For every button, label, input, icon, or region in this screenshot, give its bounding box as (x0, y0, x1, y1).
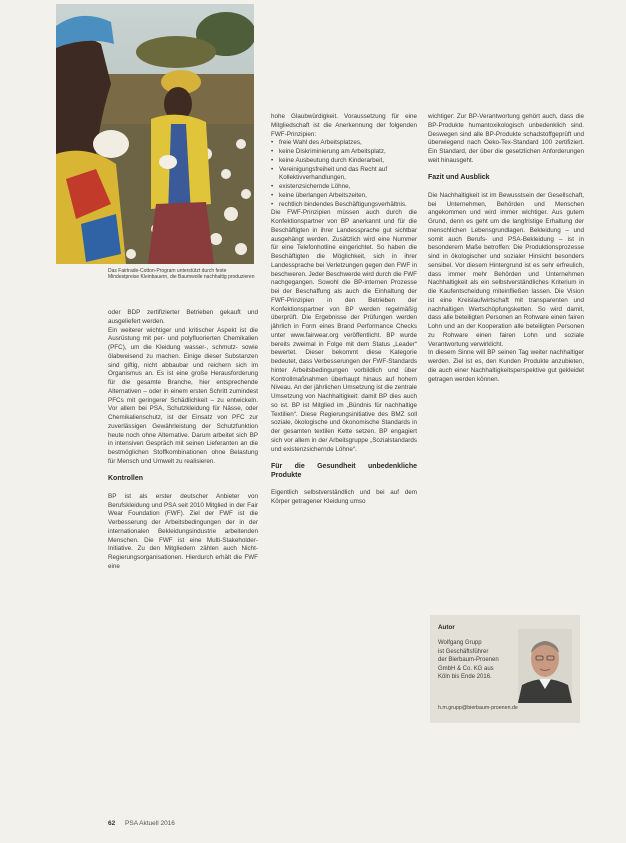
author-bio-line: ist Geschäftsführer (438, 648, 489, 655)
author-bio-line: der Bierbaum-Proenen (438, 657, 499, 664)
author-bio (438, 639, 502, 682)
list-item: • freie Wahl des Arbeitsplatzes, (271, 139, 417, 148)
paragraph: wichtiger: Zur BP-Verantwortung gehört auch, dass die BP-Produkte humantoxikologisch unbedenklich sind. Deswegen sind alle BP-Produkte schadstoffgeprüft und überwiegend nach Oeko-Tex-Standard 100 zertifiziert. Ein Standard, der über die gesetzlichen Anforderungen weit hinausgeht. (428, 113, 584, 164)
fwf-principles-list (271, 139, 417, 209)
section-heading-fazit: Fazit und Ausblick (428, 174, 490, 182)
paragraph: Die FWF-Prinzipien müssen auch durch die Konfektionspartner von BP anerkannt und für die Beschäftigten in ihrer Landessprache gut sichtbar ausgehängt werden. Zusätzlich wird eine Nummer für eine Telefonhotline eingerichtet. So haben die Beschäftigten die Möglichkeit, sich in ihrer Landessprache bei Verletzungen gegen den FWF in beschweren. Jeder Beschwerde wird durch die FWF nachgegangen. Sowohl die BP-internen Prozesse bei der Beschaffung als auch die Einhaltung der FWF-Prinzipien in den Betrieben der Konfektionspartner von BP werden regelmäßig überprüft. Die Ergebnisse der Prüfungen werden jährlich in Form eines Brand Performance Checks unter www.fairwear.org veröffentlicht. BP wurde bereits zweimal in Folge mit dem Status „Leader“ bewertet. Dieser bekommt diese Kategorie bedeutet, dass Verbesserungen der FWF-Standards hinter Arbeitsbedingungen vorbildlich und über Kontrollmaßnahmen überhaupt hinaus auf hohem Niveau. An der jährlichen Umsetzung ist die zentrale Umsetzung von Nachhaltigkeit: damit BP dies auch so ist. BP ist Mitglied im „Bündnis für nachhaltige Textilien“. Diese Regierungsinitiative des BMZ soll soziale, ökologische und ökonomische Standards in der gesamten textilen Kette setzen. BP engagiert sich vor allem in der Arbeitsgruppe „Sozialstandards und existenzsichernde Löhne“. (271, 209, 417, 453)
list-item: • keine Diskriminierung am Arbeitsplatz, (271, 148, 417, 157)
paragraph: Ein weiterer wichtiger und kritischer Aspekt ist die Ausrüstung mit per- und polyfluorierten Chemikalien (PFC), um die Kleidung wasser-, schmutz- sowie ölabweisend zu machen. Einige dieser Substanzen sind giftig, nicht abbaubar und reichern sich im Organismus an. Es ist eine große Herausforderung für die gesamte Branche, hier entsprechende Alternativen – oder in einem ersten Schritt zumindest PFCs mit geringerer Schädlichkeit – zu entwickeln. Vor allem bei PSA, Schutzkleidung für Nässe, oder Chemikalienschutz, ist der Einsatz von PFC zur zuverlässigen Gewährleistung der Schutzfunktion heute noch ohne Alternative. Darum arbeitet sich BP in intensiven Gespräch mit seinen Lieferanten an die bestmöglichen Stoffkombinationen ohne Belastung für Mensch und Umwelt zu realisieren. (108, 326, 258, 465)
list-item: • existenzsichernde Löhne, (271, 183, 417, 192)
list-item: • Vereinigungsfreiheit und das Recht auf Kollektivverhandlungen, (271, 166, 417, 184)
paragraph: Die Nachhaltigkeit ist im Bewusstsein der Gesellschaft, bei Unternehmen, Behörden und Menschen angekommen und wird immer wichtiger. Aus gutem Grund, denn es geht um die langfristige Erhaltung der menschlichen Lebensgrundlagen. Bekleidung – und somit auch Berufs- und PSA-Bekleidung – ist in besonderem Maße betroffen: Die Produktionsprozesse sind in ökologischer und sozialer Hinsicht besonders sensibel. Vor diesem Hintergrund ist es sehr erfreulich, dass immer mehr Behörden und Unternehmen Nachhaltigkeit als ein selbstverständliches Kriterium in die Kaufentscheidung miteinfließen lassen. Die Vision ist eine Kreislaufwirtschaft mit transparenten und nachhaltigen Wertschöpfungsketten. So wird damit, dass alle beteiligten Personen an Rohware einen fairen Lohn und an der Kooperation alle beteiligten Personen zu Rohware einen fairen Lohn und soziale Verantwortung verwirklicht. (428, 191, 584, 348)
author-bio-line: GmbH & Co. KG aus (438, 665, 494, 672)
author-email: h.m.grupp@bierbaum-proenen.de (438, 705, 518, 711)
text-column-2 (271, 113, 417, 507)
text-column-3 (428, 113, 584, 384)
paragraph: Eigentlich selbstverständlich und bei auf dem Körper getragener Kleidung umso (271, 489, 417, 505)
page-footer (108, 820, 175, 827)
issue-label: PSA Aktuell 2016 (125, 820, 175, 827)
cotton-harvest-photo (56, 4, 254, 264)
author-portrait (518, 629, 572, 703)
paragraph: In diesem Sinne will BP seinen Tag weiter nachhaltiger werden. Ziel ist es, den Kunden Produkte anzubieten, die auch einer Nachhaltigkeitsperspektive gut gekleidet getragen werden können. (428, 349, 584, 383)
author-bio-line: Köln bis Ende 2016. (438, 674, 492, 681)
author-box (430, 615, 580, 723)
paragraph: oder BDP zertifizierter Betrieben gekauft und ausgeliefert werden. (108, 309, 258, 325)
list-item: • keine überlangen Arbeitszeiten, (271, 192, 417, 201)
author-bio-line: Wolfgang Grupp (438, 640, 482, 646)
paragraph: hohe Glaubwürdigkeit. Voraussetzung für eine Mitgliedschaft ist die Anerkennung der folgenden FWF-Prinzipien: (271, 113, 417, 138)
page-number: 62 (108, 820, 116, 827)
paragraph: BP ist als erster deutscher Anbieter von Berufskleidung und PSA seit 2010 Mitglied in der Fair Wear Foundation (FWF). Ziel der FWF ist die Verbesserung der Arbeitsbedingungen der in der internationalen Bekleidungsindustrie arbeitenden Menschen. Die FWF ist eine Multi-Stakeholder-Initiative. Zu den Mitgliedern zählen auch Nicht-Regierungsorganisationen. Hierdurch erhält die FWF eine (108, 492, 258, 570)
photo-caption: Das Fairtrade-Cotton-Program unterstützt durch feste Mindestpreise Kleinbauern, die Baumwolle nachhaltig produzieren (108, 268, 255, 281)
section-heading-kontrollen: Kontrollen (108, 475, 143, 483)
section-heading-gesundheit: Für die Gesundheit unbedenkliche Produkte (271, 463, 417, 479)
author-box-title: Autor (438, 624, 455, 631)
photo-illustration (56, 4, 254, 264)
list-item: • keine Ausbeutung durch Kinderarbeit, (271, 157, 417, 166)
text-column-1 (108, 309, 258, 572)
list-item: • rechtlich bindendes Beschäftigungsverhältnis. (271, 201, 417, 210)
